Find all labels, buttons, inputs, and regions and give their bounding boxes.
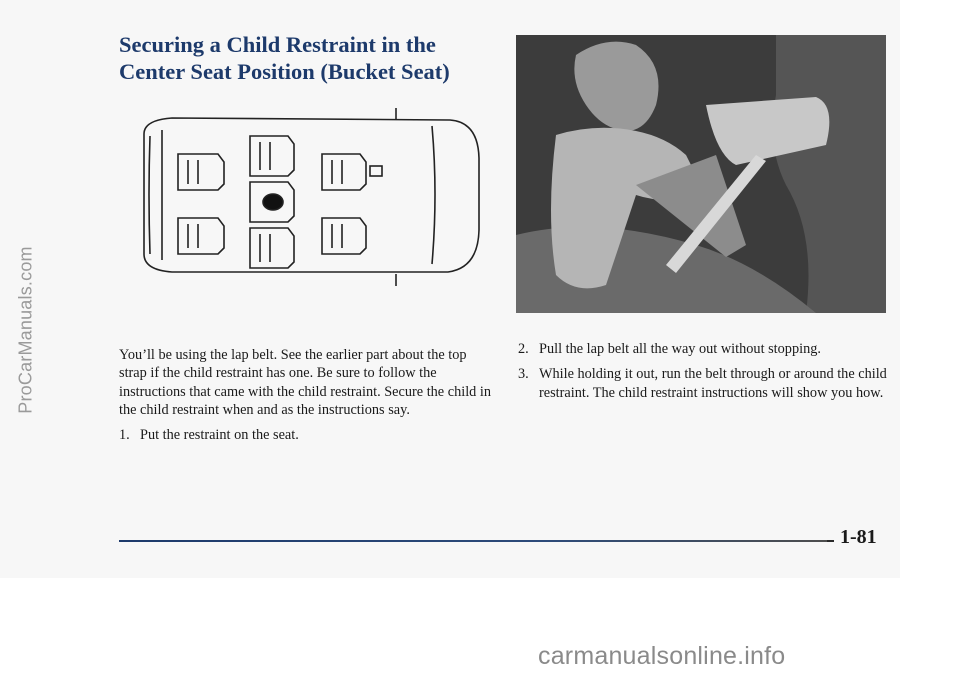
vehicle-seat-diagram bbox=[132, 104, 484, 300]
vehicle-rear-line bbox=[432, 126, 435, 264]
step-number: 1. bbox=[119, 426, 130, 443]
spare-tire bbox=[370, 166, 382, 176]
step-number: 2. bbox=[518, 341, 529, 357]
step-text: While holding it out, run the belt through or around the child restraint. The child restraint instructions will show you how. bbox=[539, 366, 887, 401]
vehicle-windshield-line bbox=[149, 136, 150, 254]
seat-front-left bbox=[178, 154, 224, 190]
step-item bbox=[119, 426, 491, 444]
page-number: 1-81 bbox=[840, 526, 877, 548]
side-watermark: ProCarManuals.com bbox=[15, 246, 36, 414]
footer-rule-end bbox=[827, 540, 834, 542]
seat-front-right bbox=[178, 218, 224, 254]
footer-rule bbox=[119, 540, 827, 542]
left-column bbox=[119, 346, 491, 451]
intro-paragraph: You’ll be using the lap belt. See the earlier part about the top strap if the child restraint has one. Be sure to follow the instructions that came with the child restraint. Secure the child in the child restraint when and as the instructions say. bbox=[119, 347, 492, 419]
seat-rear-top bbox=[322, 154, 366, 190]
step-number: 3. bbox=[518, 366, 529, 383]
bottom-watermark: carmanualsonline.info bbox=[538, 642, 786, 670]
section-heading: Securing a Child Restraint in the Center Seat Position (Bucket Seat) bbox=[119, 32, 450, 84]
seat-middle-top bbox=[250, 136, 294, 176]
step-text: Put the restraint on the seat. bbox=[140, 426, 299, 443]
illustration-woman-installing-child-seat bbox=[516, 35, 886, 313]
seat-middle-bottom bbox=[250, 228, 294, 268]
seat-middle-center bbox=[250, 182, 294, 222]
vehicle-body-outline bbox=[144, 118, 479, 272]
step-text: Pull the lap belt all the way out without stopping. bbox=[539, 341, 821, 357]
step-item bbox=[518, 365, 890, 402]
step-item bbox=[518, 340, 890, 358]
child-restraint-marker bbox=[263, 194, 283, 210]
right-column bbox=[518, 340, 890, 409]
seat-rear-bottom bbox=[322, 218, 366, 254]
